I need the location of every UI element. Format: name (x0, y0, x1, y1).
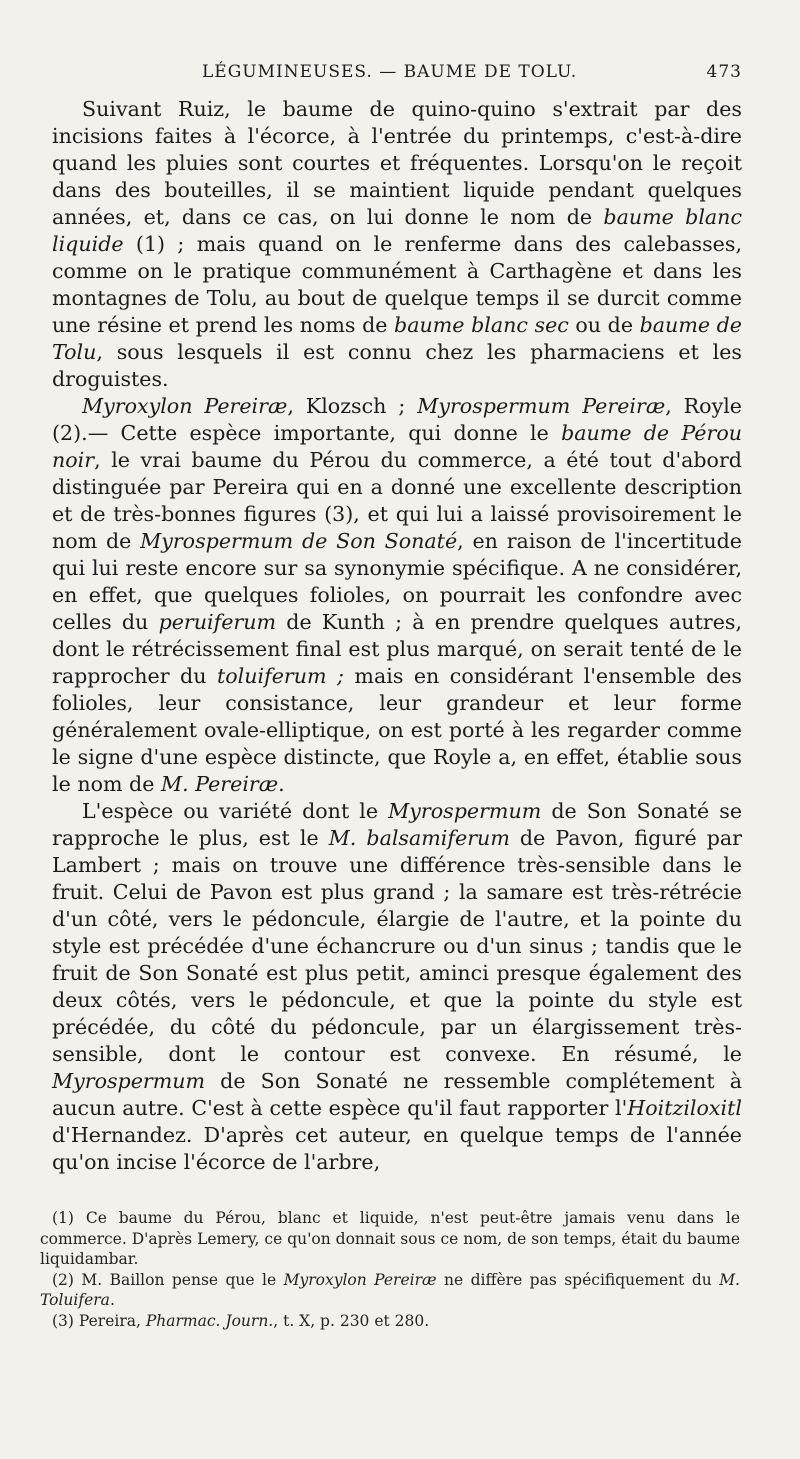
text-run: mais en considérant l'ensemble des folioles, leur consistance, leur grandeur et leur forme généralement ovale-elliptique, on est porté à les regarder comme le signe d'une espèce distincte, que Royle a, en effet, établie sous le nom de (52, 664, 743, 796)
text-run: , le vrai baume du Pérou du commerce, a été tout d'abord distinguée par Pereira qui en a donné une excellente description et de très-bonnes figures (3), et qui lui a laissé provisoirement le nom de (52, 448, 742, 553)
paragraph-1 (52, 96, 742, 393)
italic-term: Myroxylon Pereiræ (283, 1270, 437, 1289)
text-run: ou de (568, 313, 640, 337)
italic-term: Myrospermum (52, 1069, 206, 1093)
italic-term: Myrospermum de Son Sonaté (140, 529, 458, 553)
text-run: de Pavon, figuré par Lambert ; mais on trouve une différence très-sensible dans le fruit. Celui de Pavon est plus grand ; la samare est très-rétrécie d'un côté, vers le pédoncule, élargie de l'autre, et la pointe du style est précédée d'une échancrure ou d'un sinus ; tandis que le fruit de Son Sonaté est plus petit, aminci presque également des deux côtés, vers le pédoncule, et que la pointe du style est précédée, du côté du pédoncule, par un élargissement très-sensible, dont le contour est convexe. En résumé, le (52, 826, 742, 1066)
paragraph-2 (52, 393, 742, 798)
italic-term: baume de Tolu (52, 313, 742, 364)
italic-term: toluiferum ; (216, 664, 344, 688)
footnote-1 (40, 1208, 740, 1270)
text-run: , t. X, p. 230 et 280. (273, 1311, 430, 1330)
text-run: (1) Ce baume du Pérou, blanc et liquide, n'est peut-être jamais venu dans le commerce. D'après Lemery, ce qu'on donnait sous ce nom, de son temps, était du baume liquidambar. (40, 1209, 740, 1268)
italic-term: baume blanc sec (394, 313, 569, 337)
text-run: de Son Sonaté ne ressemble complétement à aucun autre. C'est à cette espèce qu'il faut rapporter l' (52, 1069, 742, 1120)
italic-term: baume de Pérou noir (52, 421, 742, 472)
italic-term: M. balsamiferum (328, 826, 510, 850)
body-text (52, 96, 742, 1176)
italic-term: M. Toluifera (40, 1270, 740, 1309)
italic-term: M. Pereiræ (160, 772, 279, 796)
text-run: , sous lesquels il est connu chez les pharmaciens et les droguistes. (52, 340, 742, 391)
italic-term: peruiferum (158, 610, 277, 634)
text-run: , Klozsch ; (287, 394, 418, 418)
text-run: , en raison de l'incertitude qui lui reste encore sur sa synonymie spécifique. A ne considérer, en effet, que quelques folioles, on pourrait les confondre avec celles du (52, 529, 742, 634)
paragraph-3 (52, 798, 742, 1176)
italic-term: baume blanc liquide (52, 205, 742, 256)
italic-term: Myrospermum (388, 799, 542, 823)
footnote-3 (40, 1311, 740, 1332)
text-run: (1) ; mais quand on le renferme dans des calebasses, comme on le pratique communément à Carthagène et dans les montagnes de Tolu, au bout de quelque temps il se durcit comme une résine et prend les noms de (52, 232, 742, 337)
italic-term: Myroxylon Pereiræ (82, 394, 288, 418)
text-run: ne diffère pas spécifiquement du (436, 1270, 720, 1289)
text-run: Suivant Ruiz, le baume de quino-quino s'extrait par des incisions faites à l'écorce, à l'entrée du printemps, c'est-à-dire quand les pluies sont courtes et fréquentes. Lorsqu'on le reçoit dans des bouteilles, il se maintient liquide pendant quelques années, et, dans ce cas, on lui donne le nom de (52, 97, 742, 229)
text-run: , Royle (2).— Cette espèce importante, qui donne le (52, 394, 742, 445)
text-run: (3) Pereira, (52, 1311, 146, 1330)
running-title: LÉGUMINEUSES. — BAUME DE TOLU. (202, 62, 578, 82)
italic-term: Pharmac. Journ. (145, 1311, 274, 1330)
page-number: 473 (706, 62, 742, 82)
italic-term: Hoitziloxitl (627, 1096, 742, 1120)
text-run: L'espèce ou variété dont le (82, 799, 389, 823)
running-header (52, 62, 742, 86)
italic-term: Myrospermum Pereiræ (417, 394, 666, 418)
text-run: (2) M. Baillon pense que le (52, 1270, 284, 1289)
text-run: de Son Sonaté se rapproche le plus, est le (52, 799, 743, 850)
text-run: de Kunth ; à en prendre quelques autres, dont le rétrécissement final est plus marqué, on serait tenté de le rapprocher du (52, 610, 742, 688)
text-run: d'Hernandez. D'après cet auteur, en quelque temps de l'année qu'on incise l'écorce de l'arbre, (52, 1123, 742, 1174)
footnote-2 (40, 1270, 740, 1311)
footnotes (40, 1208, 740, 1331)
text-run: . (278, 772, 285, 796)
text-run: . (109, 1291, 115, 1309)
